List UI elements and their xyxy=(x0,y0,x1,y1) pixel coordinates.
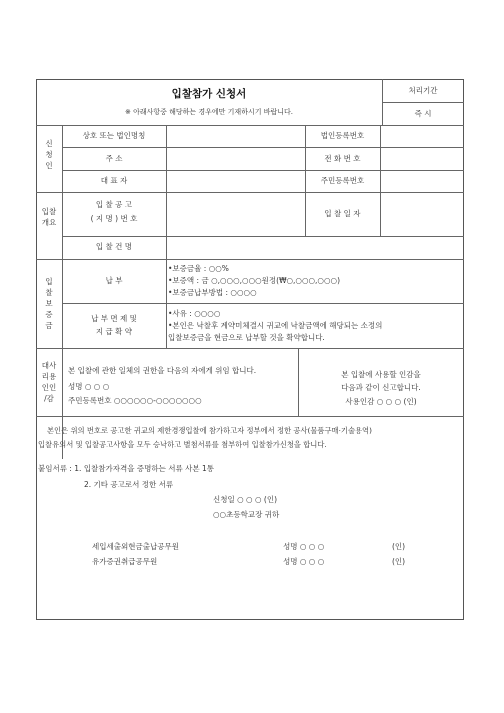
grid-line xyxy=(380,125,381,192)
bid-section-label: 입찰 개요 xyxy=(41,207,57,227)
grid-line xyxy=(62,147,464,148)
processing-value: 즉 시 xyxy=(414,109,432,118)
payment-label: 납 부 xyxy=(105,276,123,285)
exemption-label: 납 부 면 제 및 xyxy=(91,314,137,323)
declaration-line-1: 본인은 위의 번호로 공고한 귀교의 제한경쟁입찰에 참가하고자 정부에서 정한 공사(물품구매·기술용역) xyxy=(47,426,372,435)
recipient: ○○초등학교장 귀하 xyxy=(213,510,280,519)
exemption-line-2: •본인은 낙찰후 계약미체결시 귀교에 낙찰금액에 해당되는 소정의 xyxy=(168,321,383,330)
phone-label: 전 화 번 호 xyxy=(324,154,361,163)
application-date: 신청일 ○ ○ ○ (인) xyxy=(213,495,278,504)
grid-line xyxy=(36,192,464,193)
grid-line xyxy=(380,192,381,236)
payment-line-2: •보증액 : 금 ○,○○○,○○○원정(₩○,○○○,○○○) xyxy=(168,276,340,285)
official-name: 성명 ○ ○ ○ xyxy=(283,557,325,566)
grid-line xyxy=(62,170,464,171)
agent-section-label: 대사 리용 인인 /감 xyxy=(41,361,57,403)
corp-no-label: 법인등록번호 xyxy=(320,131,365,140)
bid-notice-label: 입 찰 공 고 xyxy=(95,200,133,209)
seal-text-3: 사용인감 ○ ○ ○ (인) xyxy=(345,397,417,406)
payment-line-3: •보증금납부방법 : ○○○○ xyxy=(168,288,257,297)
form-subtitle: ※ 아래사항중 해당하는 경우에만 기재하시기 바랍니다. xyxy=(125,108,293,116)
bid-date-label: 입 찰 일 자 xyxy=(324,209,361,218)
seal-text-2: 다음과 같이 신고합니다. xyxy=(341,383,421,392)
grid-line xyxy=(36,125,464,126)
bid-notice-label-2: ( 지 명 ) 번 호 xyxy=(90,214,138,223)
company-label: 상호 또는 법인명칭 xyxy=(82,131,146,140)
bid-item-label: 입 찰 건 명 xyxy=(95,242,133,251)
resident-no-label: 주민등록번호 xyxy=(320,176,365,185)
attachment-item-2: 2. 기타 공고로서 정한 서류 xyxy=(84,480,174,489)
deposit-section-label: 입 찰 보 증 금 xyxy=(45,277,53,330)
grid-line xyxy=(382,102,464,103)
payment-line-1: •보증금율 : ○○% xyxy=(168,264,229,273)
official-role: 세입세출외현금출납공무원 xyxy=(92,542,179,551)
exemption-line-1: •사유 : ○○○○ xyxy=(168,309,221,318)
form-title: 입찰참가 신청서 xyxy=(171,88,247,100)
agent-resident-no: 주민등록번호 ○○○○○○-○○○○○○○ xyxy=(68,396,202,405)
official-seal: (인) xyxy=(392,557,406,566)
delegation-text: 본 입찰에 관한 일체의 권한을 다음의 자에게 위임 합니다. xyxy=(68,366,257,375)
seal-text-1: 본 입찰에 사용할 인감을 xyxy=(341,370,421,379)
grid-line xyxy=(62,236,464,237)
official-seal: (인) xyxy=(392,542,406,551)
declaration-line-2: 입찰유의서 및 입찰공고사항을 모두 승낙하고 별첨서류를 첨부하여 입찰참가신청을 합니다. xyxy=(38,440,327,449)
agent-name: 성명 ○ ○ ○ xyxy=(68,382,110,391)
representative-label: 대 표 자 xyxy=(100,176,128,185)
official-role: 유가증권취급공무원 xyxy=(92,557,158,566)
processing-label: 처리기간 xyxy=(408,86,438,95)
official-name: 성명 ○ ○ ○ xyxy=(283,542,325,551)
grid-line xyxy=(36,348,464,349)
applicant-section-label: 신 청 인 xyxy=(45,139,53,170)
exemption-line-3: 입찰보증금을 현금으로 납부할 것을 확약합니다. xyxy=(168,333,325,342)
grid-line xyxy=(166,125,167,259)
grid-line xyxy=(36,416,464,417)
attachments-label: 붙임서류 : 1. 입찰참가자격을 증명하는 서류 사본 1통 xyxy=(38,464,215,473)
address-label: 주 소 xyxy=(105,154,123,163)
grid-line xyxy=(62,303,464,304)
grid-line xyxy=(36,259,464,260)
exemption-label-2: 지 급 확 약 xyxy=(95,327,133,336)
